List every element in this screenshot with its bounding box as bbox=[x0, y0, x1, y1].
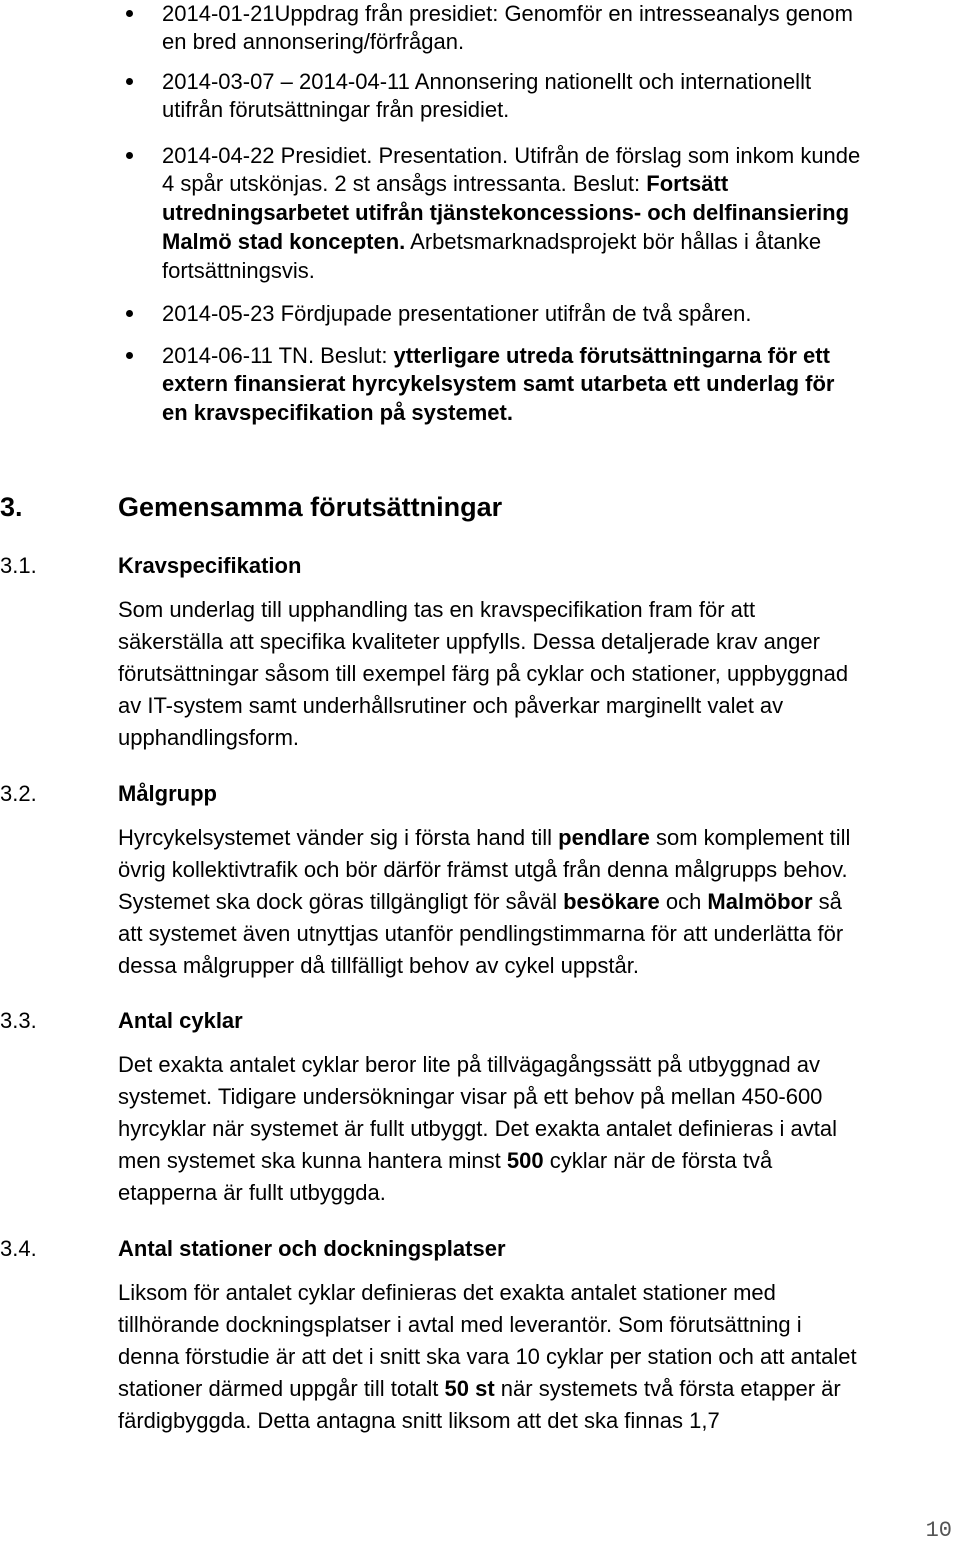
paragraph bbox=[118, 1049, 958, 1209]
subsection-number: 3.2. bbox=[0, 781, 37, 806]
paragraph-line: färdigbyggda. Detta antagna snitt liksom att det ska finnas 1,7 bbox=[118, 1408, 720, 1433]
list-item-text: fortsättningsvis. bbox=[162, 258, 315, 283]
paragraph bbox=[118, 822, 958, 982]
list-item-text: utifrån förutsättningar från presidiet. bbox=[162, 97, 510, 122]
list-item-text: utredningsarbetet utifrån tjänstekoncessions- och delfinansiering bbox=[162, 200, 850, 225]
paragraph bbox=[118, 594, 958, 754]
subsection-title: Målgrupp bbox=[118, 781, 217, 806]
paragraph-line: Liksom för antalet cyklar definieras det exakta antalet stationer med bbox=[118, 1280, 776, 1305]
subsection-number: 3.3. bbox=[0, 1008, 37, 1033]
paragraph-line: etapperna är fullt utbyggda. bbox=[118, 1180, 386, 1205]
subsection-title: Kravspecifikation bbox=[118, 553, 302, 578]
paragraph-line: dessa målgrupper då tillfälligt behov av cykel uppstår. bbox=[118, 953, 639, 978]
paragraph-line: systemet. Tidigare undersökningar visar på ett behov på mellan 450-600 bbox=[118, 1084, 823, 1109]
list-item-text: 4 spår utskönjas. 2 st ansågs intressanta. Beslut: Fortsätt bbox=[162, 171, 729, 196]
paragraph-line: förutsättningar såsom till exempel färg på cyklar och stationer, uppbyggnad bbox=[118, 661, 849, 686]
list-item-text: en bred annonsering/förfrågan. bbox=[162, 29, 465, 54]
section-title: Gemensamma förutsättningar bbox=[118, 492, 503, 522]
list-item-text: 2014-05-23 Fördjupade presentationer utifrån de två spåren. bbox=[162, 301, 752, 326]
list-item-text: 2014-06-11 TN. Beslut: ytterligare utreda förutsättningarna för ett bbox=[162, 343, 830, 368]
paragraph-line: övrig kollektivtrafik och bör därför främst utgå från denna målgrupps behov. bbox=[118, 857, 848, 882]
list-item-text: 2014-03-07 – 2014-04-11 Annonsering nationellt och internationellt bbox=[162, 69, 812, 94]
bullet-icon bbox=[126, 78, 133, 85]
section-number: 3. bbox=[0, 492, 23, 522]
paragraph-line: stationer därmed uppgår till totalt 50 st när systemets två första etapper är bbox=[118, 1376, 841, 1401]
subsection-title: Antal cyklar bbox=[118, 1008, 243, 1033]
paragraph-line: Hyrcykelsystemet vänder sig i första hand till pendlare som komplement till bbox=[118, 825, 851, 850]
page-number: 10 bbox=[925, 1518, 952, 1543]
list-item-text: en kravspecifikation på systemet. bbox=[162, 400, 513, 425]
list-item-text: 2014-01-21Uppdrag från presidiet: Genomför en intresseanalys genom bbox=[162, 1, 853, 26]
paragraph-line: att systemet även utnyttjas utanför pendlingstimmarna för att underlätta för bbox=[118, 921, 844, 946]
list-item-text: 2014-04-22 Presidiet. Presentation. Utifrån de förslag som inkom kunde bbox=[162, 143, 861, 168]
paragraph-line: men systemet ska kunna hantera minst 500 cyklar när de första två bbox=[118, 1148, 773, 1173]
paragraph-line: hyrcyklar när systemet är fullt utbyggt. Det exakta antalet definieras i avtal bbox=[118, 1116, 837, 1141]
subsection-number: 3.1. bbox=[0, 553, 37, 578]
bullet-icon bbox=[126, 10, 133, 17]
paragraph-line: säkerställa att specifika kvaliteter uppfylls. Dessa detaljerade krav anger bbox=[118, 629, 820, 654]
bullet-icon bbox=[126, 352, 133, 359]
paragraph-line: denna förstudie är att det i snitt ska vara 10 cyklar per station och att antalet bbox=[118, 1344, 857, 1369]
bullet-icon bbox=[126, 310, 133, 317]
list-item-text: Malmö stad koncepten. Arbetsmarknadsprojekt bör hållas i åtanke bbox=[162, 229, 822, 254]
paragraph-line: Det exakta antalet cyklar beror lite på tillvägagångssätt på utbyggnad av bbox=[118, 1052, 820, 1077]
paragraph-line: av IT-system samt underhållsrutiner och påverkar marginellt valet av bbox=[118, 693, 784, 718]
paragraph-line: tillhörande dockningsplatser i avtal med leverantör. Som förutsättning i bbox=[118, 1312, 802, 1337]
paragraph-line: upphandlingsform. bbox=[118, 725, 300, 750]
bullet-icon bbox=[126, 152, 133, 159]
list-item-text: extern finansierat hyrcykelsystem samt utarbeta ett underlag för bbox=[162, 371, 835, 396]
subsection-number: 3.4. bbox=[0, 1236, 37, 1261]
paragraph bbox=[118, 1277, 958, 1437]
paragraph-line: Systemet ska dock göras tillgängligt för såväl besökare och Malmöbor så bbox=[118, 889, 842, 914]
subsection-title: Antal stationer och dockningsplatser bbox=[118, 1236, 506, 1261]
paragraph-line: Som underlag till upphandling tas en kravspecifikation fram för att bbox=[118, 597, 756, 622]
